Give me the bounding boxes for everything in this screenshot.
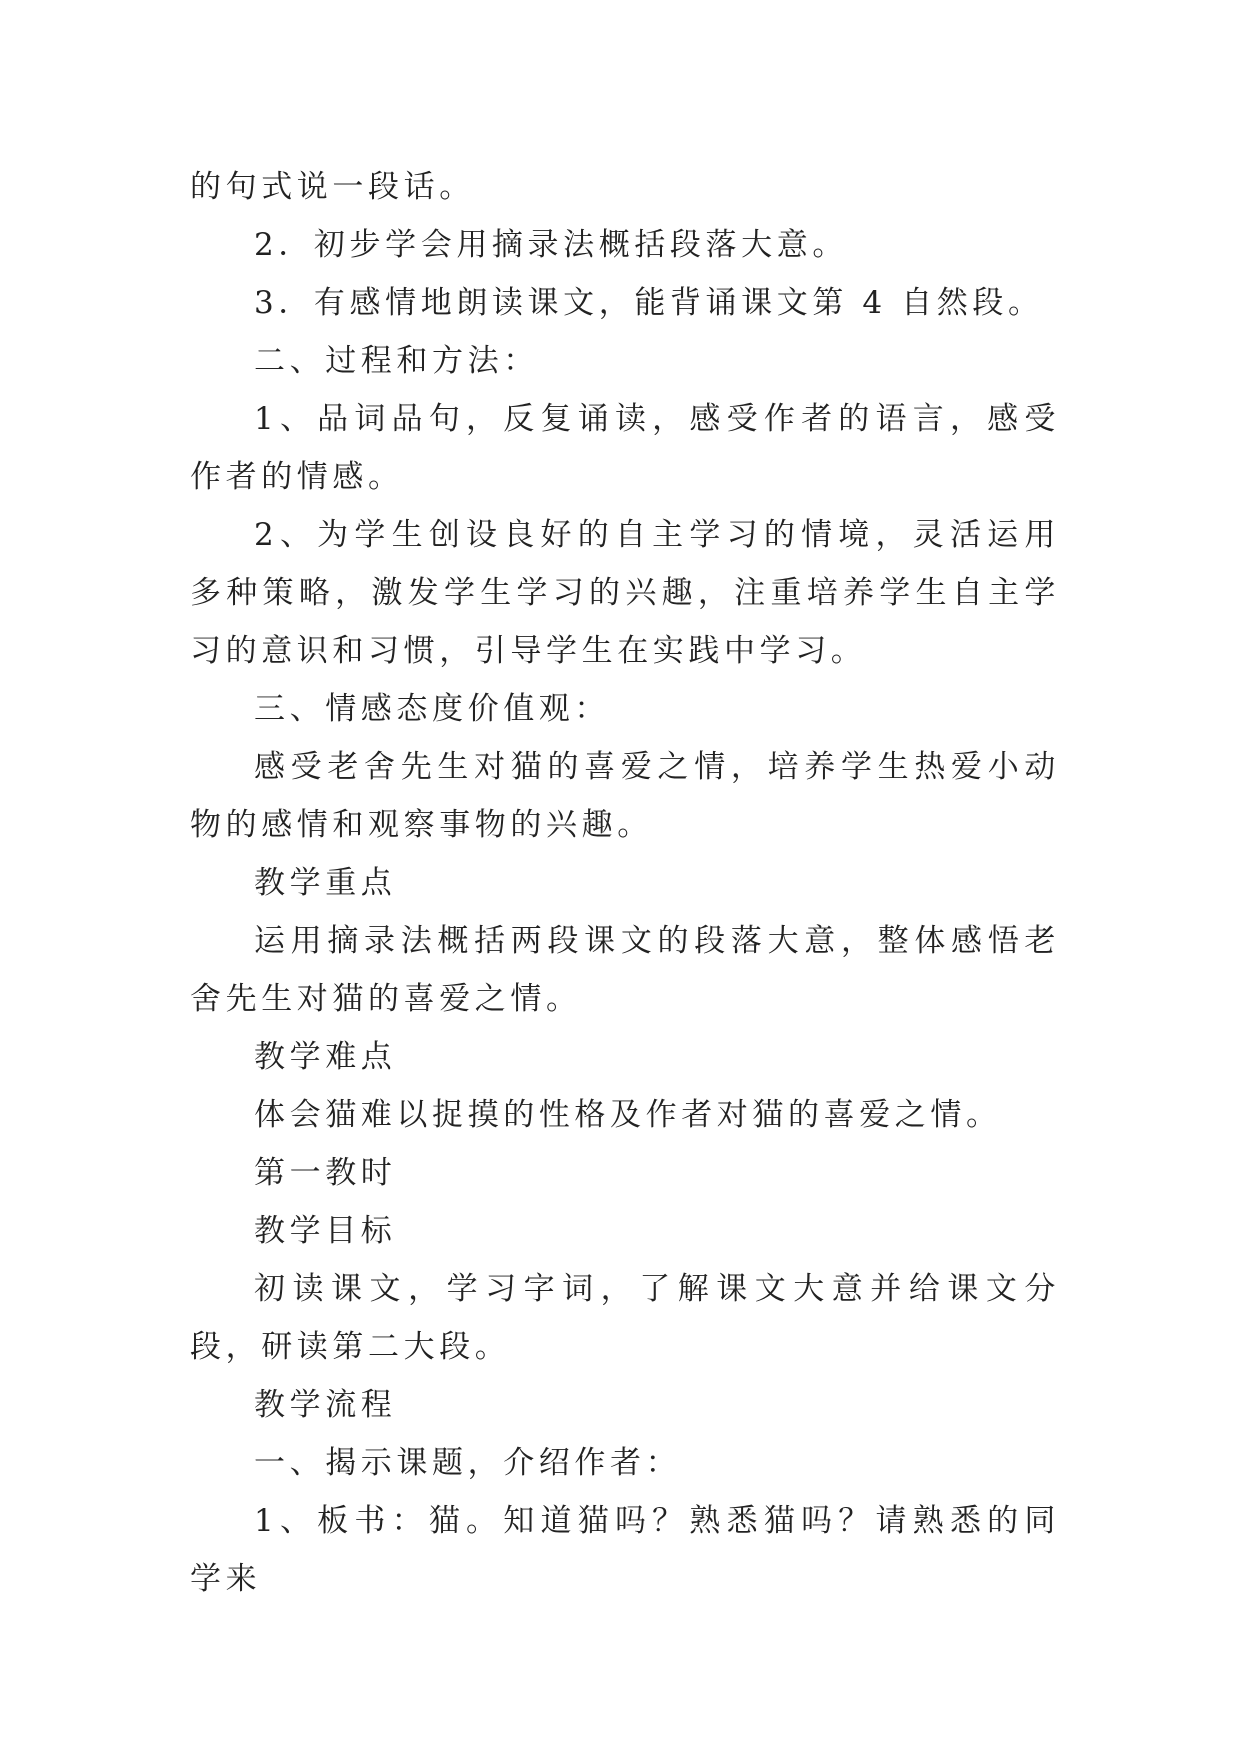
heading-difficulties: 教学难点: [254, 1039, 397, 1075]
paragraph-difficulties: 体会猫难以捉摸的性格及作者对猫的喜爱之情。: [254, 1097, 1002, 1133]
paragraph-process-2: 2、为学生创设良好的自主学习的情境，灵活运用多种策略，激发学生学习的兴趣，注重培养学生自主学习的意识和习惯，引导学生在实践中学习。: [190, 517, 1060, 669]
paragraph-key-points: 运用摘录法概括两段课文的段落大意，整体感悟老舍先生对猫的喜爱之情。: [190, 923, 1060, 1017]
paragraph-objective-2: 2．初步学会用摘录法概括段落大意。: [254, 227, 848, 263]
document-body: [190, 158, 1060, 1608]
section-heading-process: 二、过程和方法：: [254, 343, 539, 379]
section-heading-values: 三、情感态度价值观：: [254, 691, 610, 727]
heading-first-lesson: 第一教时: [254, 1155, 397, 1191]
heading-teaching-goals: 教学目标: [254, 1213, 397, 1249]
heading-teaching-flow: 教学流程: [254, 1387, 397, 1423]
paragraph-teaching-goals: 初读课文，学习字词，了解课文大意并给课文分段，研读第二大段。: [190, 1271, 1060, 1365]
paragraph-continuation: 的句式说一段话。: [190, 169, 475, 205]
paragraph-values: 感受老舍先生对猫的喜爱之情，培养学生热爱小动物的感情和观察事物的兴趣。: [190, 749, 1060, 843]
heading-key-points: 教学重点: [254, 865, 397, 901]
section-heading-intro: 一、揭示课题，介绍作者：: [254, 1445, 682, 1481]
paragraph-intro-1: 1、板书：猫。知道猫吗？熟悉猫吗？请熟悉的同学来: [190, 1503, 1060, 1597]
paragraph-objective-3: 3．有感情地朗读课文，能背诵课文第 4 自然段。: [254, 285, 1044, 321]
paragraph-process-1: 1、品词品句，反复诵读，感受作者的语言，感受作者的情感。: [190, 401, 1060, 495]
